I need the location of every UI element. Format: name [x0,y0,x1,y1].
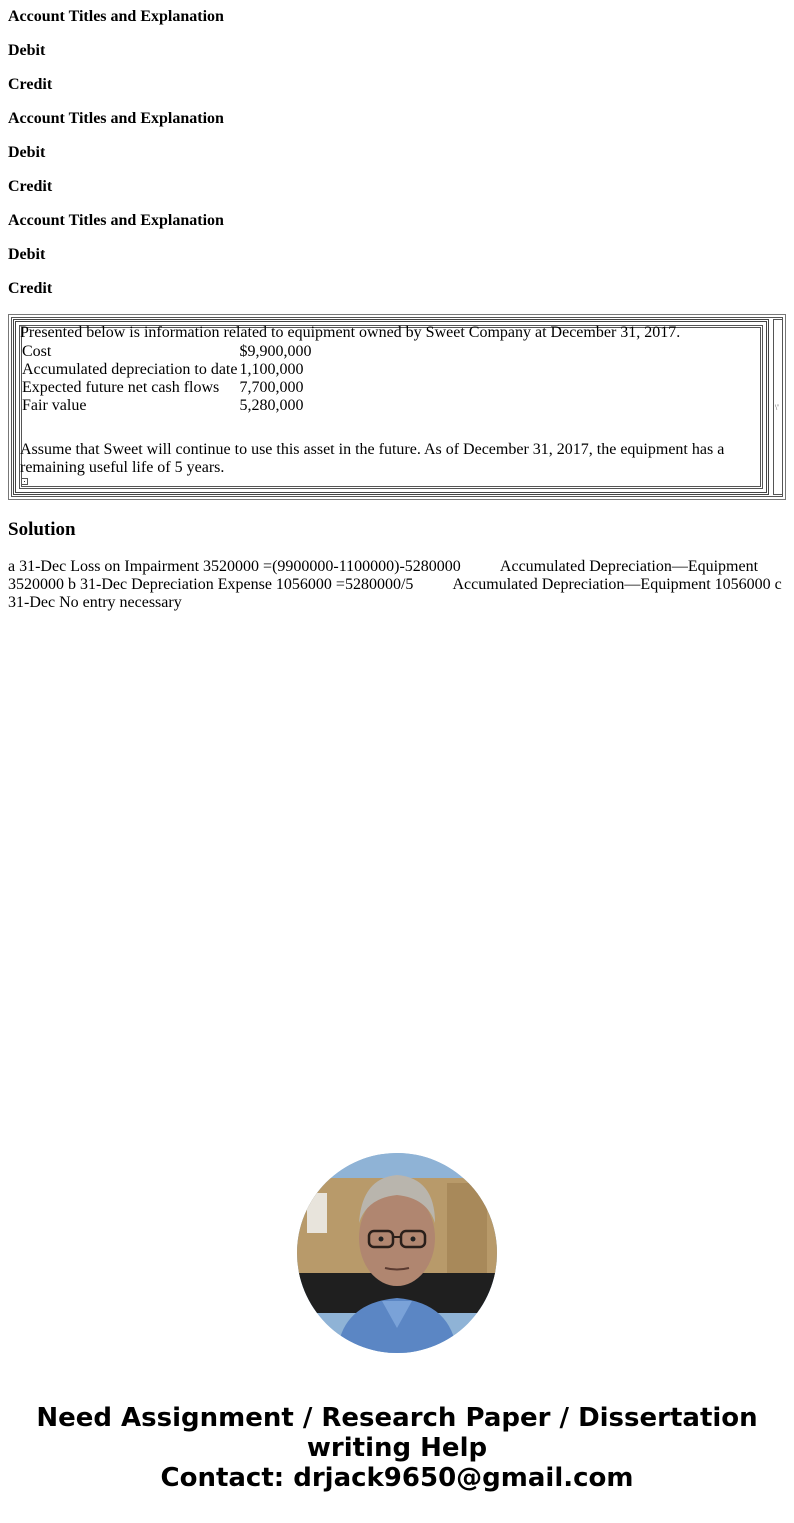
row-label: Accumulated depreciation to date [22,361,238,378]
solution-heading: Solution [8,519,76,540]
promo-line-2: writing Help [306,1433,488,1463]
debit-header-3: Debit [8,246,46,263]
table-row [22,362,311,378]
author-avatar [297,1153,497,1353]
avatar-portrait-icon [297,1153,497,1353]
account-titles-header-3: Account Titles and Explanation [8,212,224,229]
debit-header-2: Debit [8,144,46,161]
side-cell [773,319,783,495]
debit-header-1: Debit [8,42,46,59]
row-value: 7,700,000 [239,379,304,396]
row-value: 1,100,000 [239,361,304,378]
account-titles-header-1: Account Titles and Explanation [8,8,224,25]
row-value: 5,280,000 [239,397,304,414]
promo-contact: Contact: drjack9650@gmail.com [160,1463,634,1493]
problem-intro: Presented below is information related to equipment owned by Sweet Company at December 31, 2017. [20,324,681,341]
broken-image-icon [21,478,28,485]
row-label: Fair value [22,397,87,414]
row-label: Expected future net cash flows [22,379,220,396]
problem-table [8,314,786,500]
credit-header-2: Credit [8,178,53,195]
table-row [22,398,311,414]
credit-header-1: Credit [8,76,53,93]
equipment-data-table [20,342,313,416]
row-value: $9,900,000 [239,343,312,360]
side-mark: \' [775,403,779,412]
row-label: Cost [22,343,52,360]
promo-banner [0,1403,794,1493]
account-titles-header-2: Account Titles and Explanation [8,110,224,127]
promo-line-1: Need Assignment / Research Paper / Dissertation [36,1403,758,1433]
problem-content [20,324,760,476]
solution-text: a 31-Dec Loss on Impairment 3520000 =(9900000-1100000)-5280000 Accumulated Depreciation—Equipment 3520000 b 31-Dec Depreciation Expense 1056000 =5280000/5 Accumulated Depreciation—Equipment 1056000 c 31-Dec No entry necessary [8,558,786,611]
problem-assumption: Assume that Sweet will continue to use this asset in the future. As of December 31, 2017, the equipment has a remaining useful life of 5 years. [20,441,725,476]
table-row [22,380,311,396]
table-row [22,344,311,360]
credit-header-3: Credit [8,280,53,297]
